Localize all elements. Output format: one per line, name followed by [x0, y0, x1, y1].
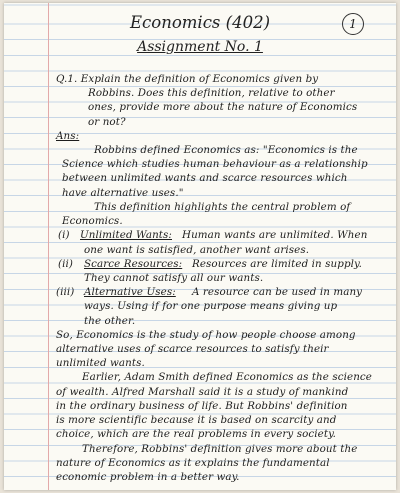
point-3-number: (iii): [56, 286, 75, 299]
point-2-line-2: They cannot satisfy all our wants.: [84, 271, 264, 284]
summary-line-3: unlimited wants.: [56, 357, 145, 370]
assignment-heading: Assignment No. 1: [137, 39, 263, 55]
point-1-line-2: one want is satisfied, another want arises.: [84, 243, 310, 256]
page-title: Economics (402): [129, 13, 271, 32]
comparison-line-3: in the ordinary business of life. But Robbins' definition: [56, 399, 348, 412]
point-3-line-2: ways. Using if for one purpose means giving up: [84, 300, 338, 313]
point-2-text: Resources are limited in supply.: [192, 257, 362, 270]
point-1-heading: Unlimited Wants:: [80, 229, 172, 242]
answer-line-5: This definition highlights the central problem of: [94, 200, 351, 213]
point-2-number: (ii): [58, 257, 74, 270]
point-1-number: (i): [58, 229, 70, 242]
conclusion-line-3: economic problem in a better way.: [56, 470, 240, 483]
answer-line-2: Science which studies human behaviour as a relationship: [62, 158, 368, 171]
comparison-line-4: is more scientific because it is based on scarcity and: [56, 414, 337, 427]
answer-line-6: Economics.: [62, 215, 123, 228]
question-line-2: Robbins. Does this definition, relative to other: [88, 87, 335, 100]
notebook-page: [4, 3, 396, 490]
answer-line-1: Robbins defined Economics as: "Economics is the: [94, 144, 358, 157]
answer-line-4: have alternative uses.": [62, 186, 184, 199]
point-1-text: Human wants are unlimited. When: [182, 229, 368, 242]
summary-line-1: So, Economics is the study of how people choose among: [56, 328, 356, 341]
point-3-heading: Alternative Uses:: [84, 286, 176, 299]
summary-line-2: alternative uses of scarce resources to satisfy their: [56, 343, 329, 356]
comparison-line-5: choice, which are the real problems in every society.: [56, 428, 337, 441]
point-3-text: A resource can be used in many: [192, 286, 363, 299]
point-2-heading: Scarce Resources:: [84, 257, 183, 270]
margin-line: [48, 3, 49, 490]
question-line-1: Q.1. Explain the definition of Economics given by: [56, 73, 319, 85]
comparison-line-1: Earlier, Adam Smith defined Economics as the science: [82, 371, 372, 384]
answer-line-3: between unlimited wants and scarce resources which: [62, 172, 348, 185]
comparison-line-2: of wealth. Alfred Marshall said it is a study of mankind: [56, 385, 349, 398]
question-line-4: or not?: [88, 115, 126, 128]
conclusion-line-2: nature of Economics as it explains the fundamental: [56, 456, 330, 469]
point-3-line-3: the other.: [84, 314, 136, 327]
answer-label: Ans:: [56, 129, 80, 142]
conclusion-line-1: Therefore, Robbins' definition gives more about the: [82, 442, 358, 455]
question-line-3: ones, provide more about the nature of Economics: [88, 101, 358, 114]
page-number-badge: 1: [342, 13, 364, 35]
